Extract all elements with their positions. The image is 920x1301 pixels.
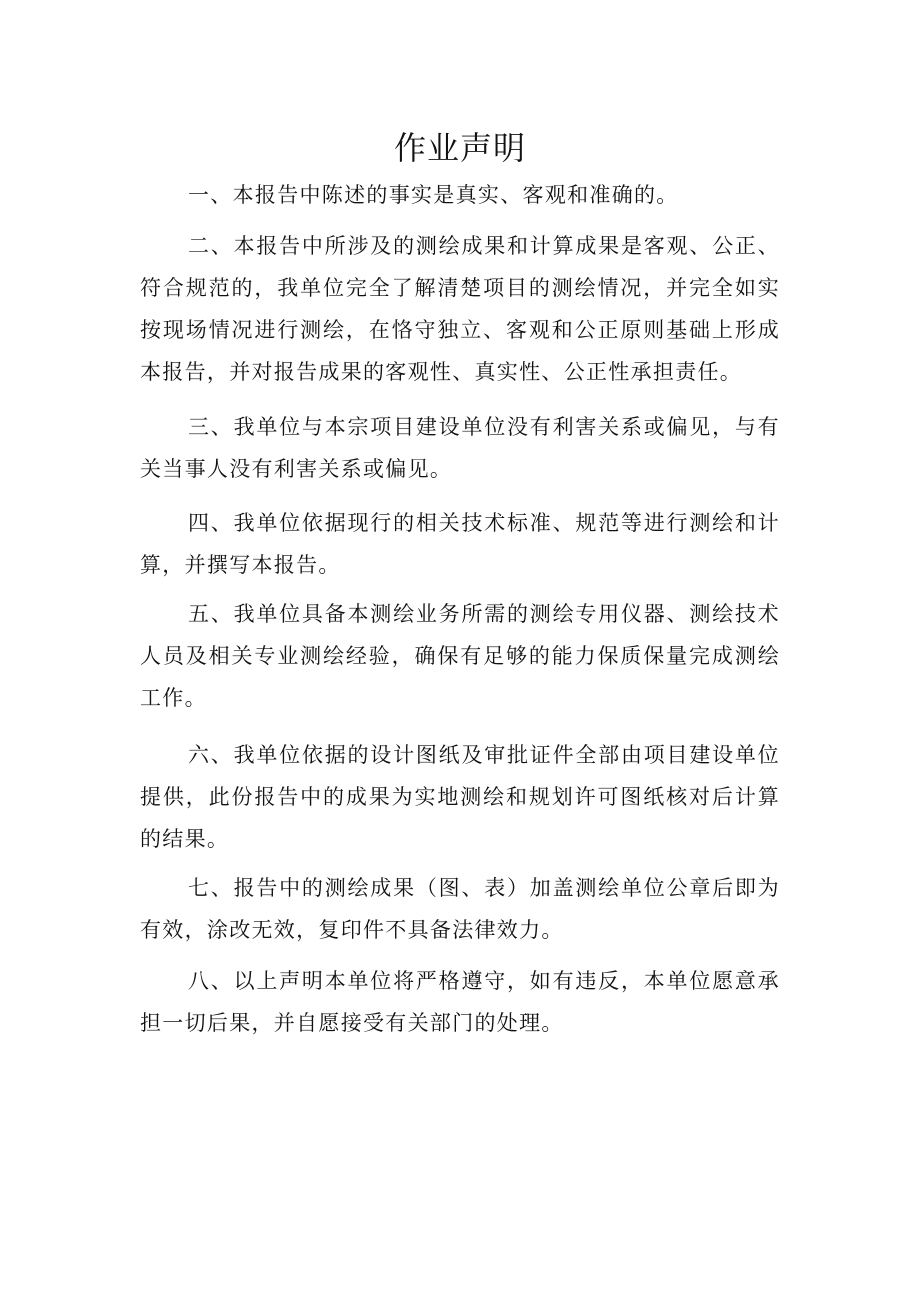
statement-item-1: 一、本报告中陈述的事实是真实、客观和准确的。 <box>188 183 679 207</box>
statement-item-5: 五、我单位具备本测绘业务所需的测绘专用仪器、测绘技术人员及相关专业测绘经验，确保有足够的能力保质保量完成测绘工作。 <box>140 602 780 710</box>
page-title: 作业声明 <box>393 129 526 167</box>
statement-item-3: 三、我单位与本宗项目建设单位没有利害关系或偏见，与有关当事人没有利害关系或偏见。 <box>140 415 780 481</box>
statement-item-7: 七、报告中的测绘成果（图、表）加盖测绘单位公章后即为有效，涂改无效，复印件不具备法律效力。 <box>140 876 780 942</box>
statement-item-4: 四、我单位依据现行的相关技术标准、规范等进行测绘和计算，并撰写本报告。 <box>140 511 780 577</box>
statement-item-8: 八、以上声明本单位将严格遵守，如有违反，本单位愿意承担一切后果，并自愿接受有关部门的处理。 <box>140 969 780 1035</box>
statement-item-2: 二、本报告中所涉及的测绘成果和计算成果是客观、公正、符合规范的，我单位完全了解清楚项目的测绘情况，并完全如实按现场情况进行测绘，在恪守独立、客观和公正原则基础上形成本报告，并对报告成果的客观性、真实性、公正性承担责任。 <box>140 234 780 384</box>
statement-item-6: 六、我单位依据的设计图纸及审批证件全部由项目建设单位提供，此份报告中的成果为实地测绘和规划许可图纸核对后计算的结果。 <box>140 743 780 851</box>
